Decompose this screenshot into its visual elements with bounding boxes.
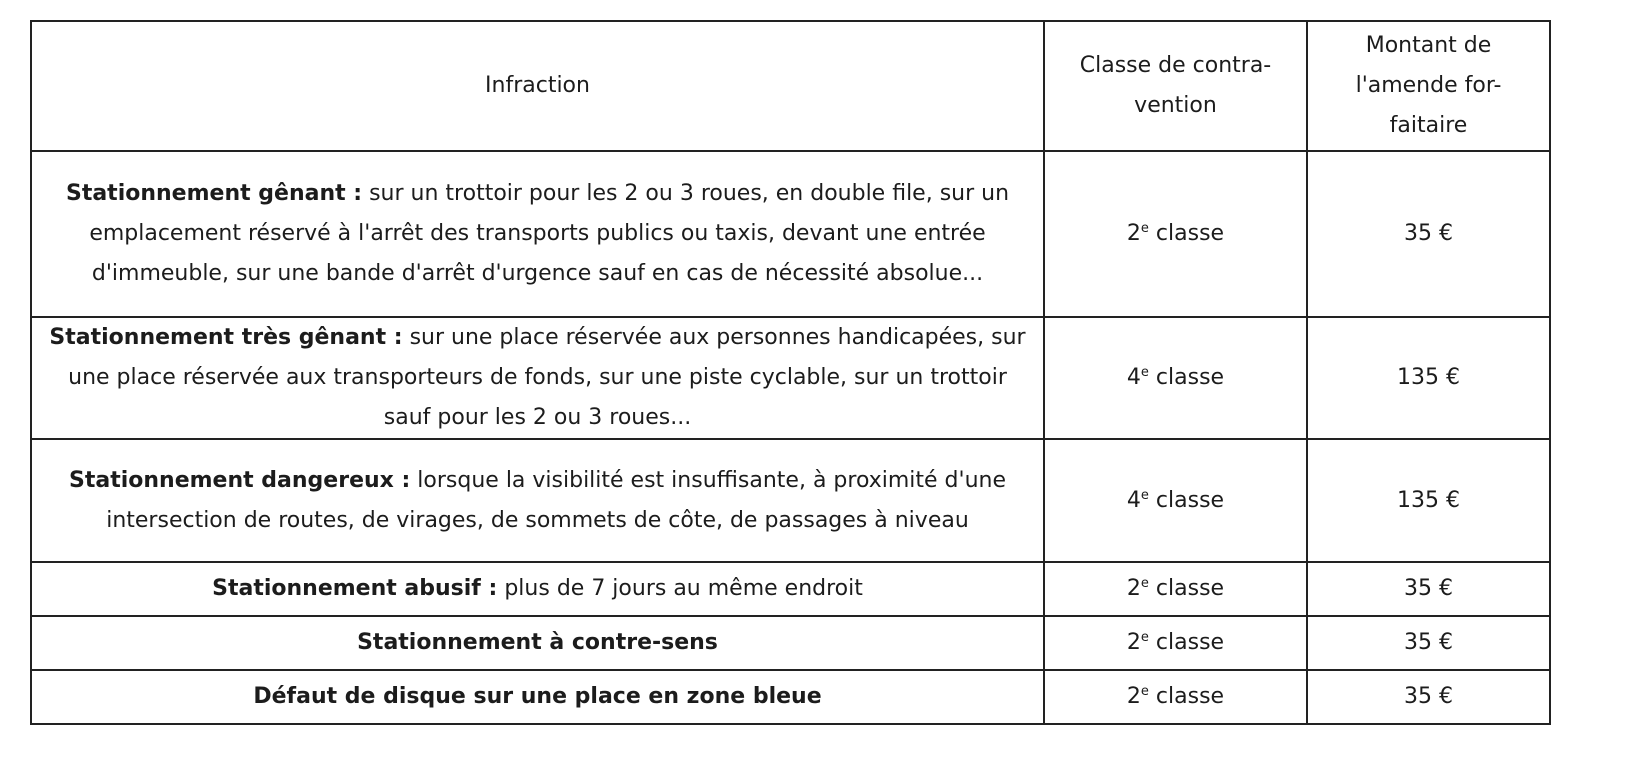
header-montant: Montant de l'amende for-faitaire [1307, 21, 1550, 151]
class-number: 2 [1126, 221, 1141, 246]
header-infraction: Infraction [31, 21, 1044, 151]
class-number: 2 [1126, 684, 1141, 709]
class-word: classe [1155, 487, 1225, 513]
class-suffix: e [1140, 365, 1149, 380]
amount-cell: 35 € [1307, 670, 1550, 724]
infraction-title: Stationnement abusif : [212, 576, 498, 601]
amount-cell: 35 € [1307, 151, 1550, 317]
amount-cell: 35 € [1307, 616, 1550, 670]
table-row [31, 151, 1550, 317]
class-number: 4 [1126, 487, 1141, 513]
class-cell [1044, 670, 1307, 724]
infraction-description: plus de 7 jours au même endroit [504, 576, 863, 601]
class-suffix: e [1140, 684, 1149, 699]
infraction-description: lorsque la visibilité est insuffisante, à proximité d'une intersection de routes, de virages, de sommets de côte, de passages à niveau [106, 467, 1006, 533]
table-row [31, 616, 1550, 670]
infraction-cell [31, 151, 1044, 317]
table-row [31, 562, 1550, 616]
class-word: classe [1155, 365, 1225, 390]
class-suffix: e [1140, 630, 1149, 645]
class-word: classe [1155, 630, 1225, 655]
infraction-cell [31, 670, 1044, 724]
infraction-description: sur une place réservée aux personnes handicapées, sur une place réservée aux transporteurs de fonds, sur une piste cyclable, sur un trottoir sauf pour les 2 ou 3 roues... [68, 325, 1026, 430]
amount-cell: 135 € [1307, 439, 1550, 562]
header-classe: Classe de contra-vention [1044, 21, 1307, 151]
table-row [31, 439, 1550, 562]
infraction-cell [31, 616, 1044, 670]
class-number: 2 [1126, 576, 1141, 601]
infraction-title: Stationnement à contre-sens [357, 630, 718, 655]
infraction-title: Stationnement très gênant : [49, 325, 403, 350]
table-row [31, 317, 1550, 439]
infraction-cell [31, 562, 1044, 616]
infraction-cell [31, 317, 1044, 439]
infraction-title: Stationnement dangereux : [68, 467, 411, 493]
infraction-cell [31, 439, 1044, 562]
class-cell [1044, 439, 1307, 562]
header-row [31, 21, 1550, 151]
class-suffix: e [1140, 221, 1149, 236]
infraction-title: Défaut de disque sur une place en zone bleue [253, 684, 822, 709]
class-word: classe [1155, 684, 1225, 709]
fines-table [30, 20, 1551, 725]
class-cell [1044, 562, 1307, 616]
infraction-title: Stationnement gênant : [65, 181, 363, 206]
class-cell [1044, 151, 1307, 317]
class-suffix: e [1140, 576, 1149, 591]
amount-cell: 35 € [1307, 562, 1550, 616]
class-number: 4 [1126, 365, 1141, 390]
amount-cell: 135 € [1307, 317, 1550, 439]
class-cell [1044, 616, 1307, 670]
class-cell [1044, 317, 1307, 439]
class-word: classe [1155, 576, 1225, 601]
table-row [31, 670, 1550, 724]
class-number: 2 [1126, 630, 1141, 655]
class-suffix: e [1140, 487, 1149, 503]
infraction-description: sur un trottoir pour les 2 ou 3 roues, en double file, sur un emplacement réservé à l'arrêt des transports publics ou taxis, devant une entrée d'immeuble, sur une bande d'arrêt d'urgence sauf en cas de nécessité absolue... [89, 181, 1010, 286]
class-word: classe [1155, 221, 1225, 246]
